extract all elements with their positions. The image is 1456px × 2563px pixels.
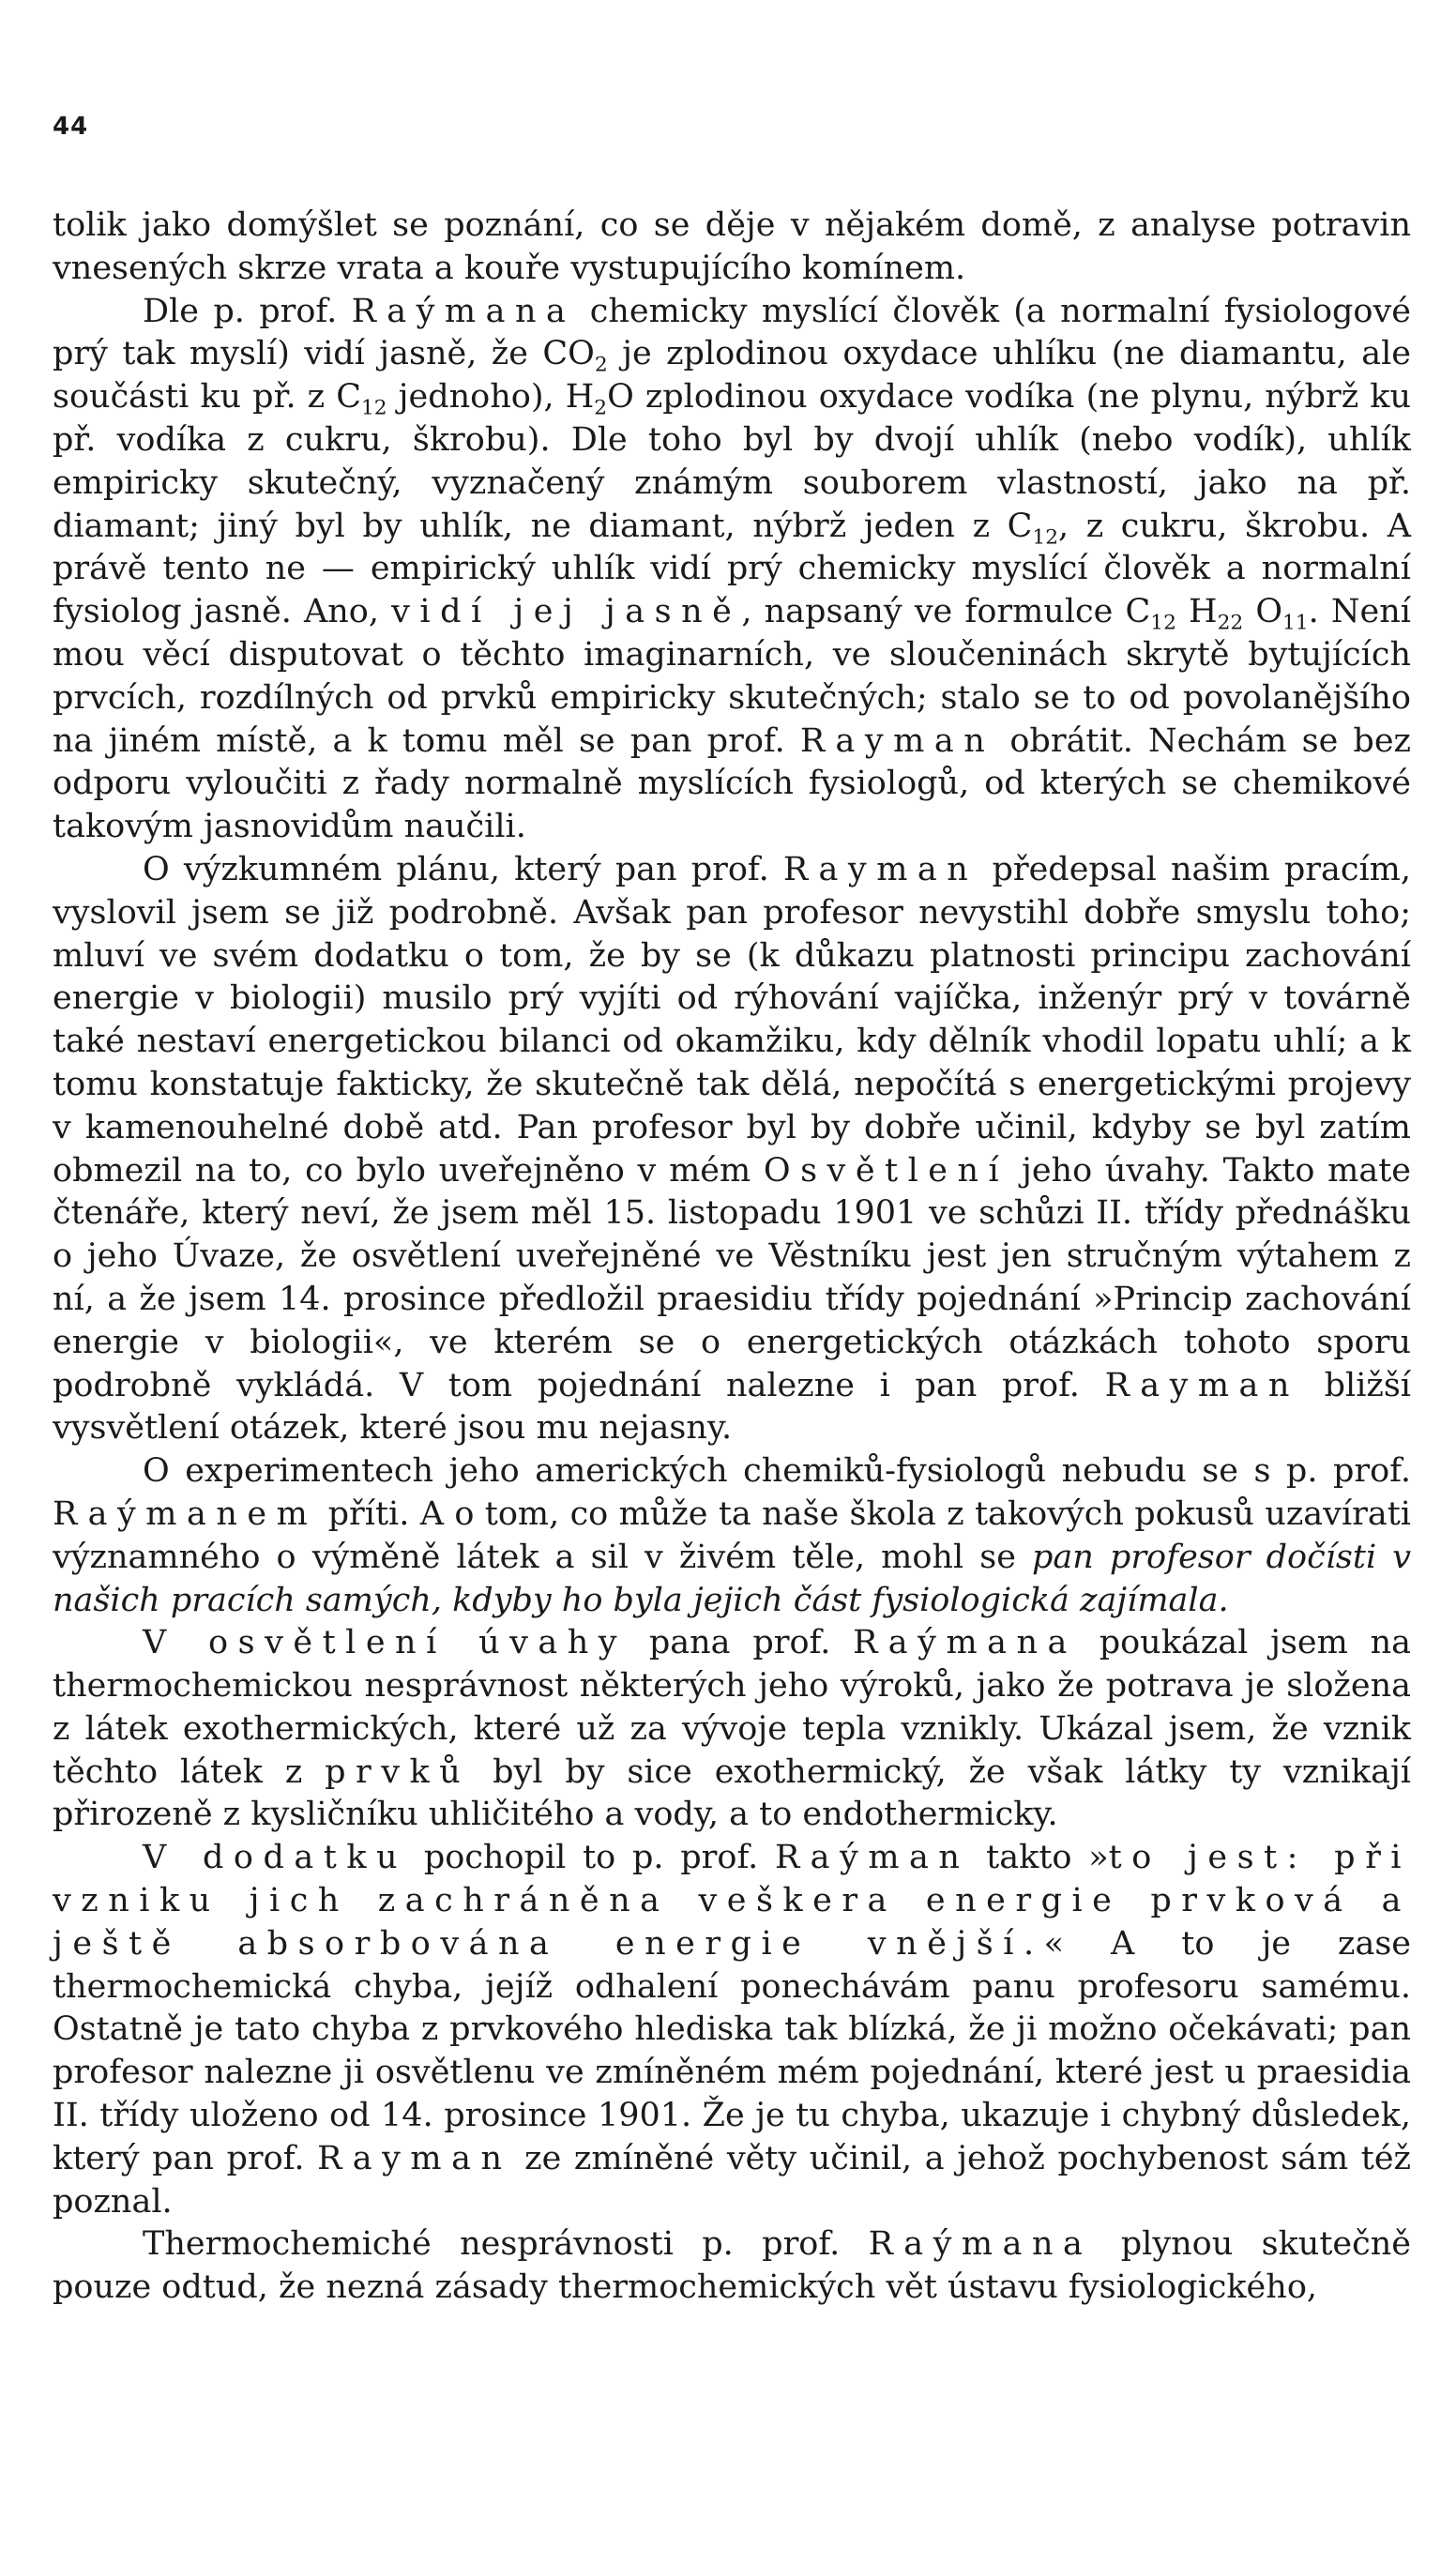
text-run: , napsaný ve formulce C bbox=[741, 593, 1151, 631]
text-run: tolik jako domýšlet se poznání, co se děje v nějakém domě, z analyse potravin vnesených skrze vrata a kouře vystupujícího komínem. bbox=[53, 206, 1411, 287]
paragraph-1 bbox=[53, 205, 1411, 291]
spaced-emphasis: vidí jej jasně bbox=[391, 593, 742, 631]
paragraph-2 bbox=[53, 291, 1411, 849]
text-run: . Není mou věcí disputovat o těchto imaginarních, ve sloučeninách skrytě bytujících prvcích, rozdílných od prvků empiricky skutečných; stalo se to od povolanějšího na jiném místě, a k tomu měl se pan prof. bbox=[53, 593, 1411, 760]
spaced-name: Raýmana bbox=[868, 2225, 1093, 2264]
spaced-emphasis: prvků bbox=[325, 1752, 471, 1791]
text-run: předepsal našim pracím, vyslovil jsem se již podrobně. Avšak pan profesor nevystihl dobře smyslu toho; mluví ve svém dodatku o tom, že by se (k důkazu platnosti principu zachování energie v biologii) musilo prý vyjíti od rýhování vajíčka, inženýr prý v továrně také nestaví energetickou bilanci od okamžiku, kdy dělník vhodil lopatu uhlí; a k tomu konstatuje fakticky, že skutečně tak dělá, nepočítá s energetickými projevy v kamenouhelné době atd. Pan profesor byl by dobře učinil, kdyby se byl zatím obmezil na to, co bylo uveřejněno v mém bbox=[53, 850, 1411, 1190]
subscript: 11 bbox=[1282, 611, 1309, 635]
text-run: takto » bbox=[969, 1839, 1109, 1877]
paragraph-5 bbox=[53, 1622, 1411, 1837]
page-number: 44 bbox=[53, 113, 89, 141]
spaced-name: Raýmana bbox=[351, 292, 576, 330]
text-run: jednoho), H bbox=[387, 378, 595, 417]
subscript: 22 bbox=[1217, 611, 1244, 635]
subscript: 2 bbox=[594, 353, 608, 377]
text-run: ze zmíněné věty učinil, a jehož pochybenost sám též poznal. bbox=[53, 2139, 1411, 2221]
text-run: obrátit. Nechám se bez odporu vyloučiti z řady normalně myslících fysiologů, od kterých se chemikové takovým jasnovidům naučili. bbox=[53, 721, 1411, 846]
body-text bbox=[53, 205, 1411, 2310]
paragraph-3 bbox=[53, 849, 1411, 1450]
spaced-name: Rayman bbox=[1104, 1366, 1299, 1404]
text-run: byl by sice exothermický, že však látky ty vznikají přirozeně z kysličníku uhličitého a vody, a to endothermicky. bbox=[53, 1752, 1411, 1834]
spaced-name: Raýman bbox=[775, 1839, 970, 1877]
text-run: pana prof. bbox=[627, 1624, 854, 1662]
text-run: O výzkumném plánu, který pan prof. bbox=[143, 850, 783, 888]
text-run: pochopil to p. prof. bbox=[407, 1839, 776, 1877]
paragraph-4 bbox=[53, 1450, 1411, 1622]
spaced-quote: to jest: při vzniku jich zachráněna veškera energie prvková a ještě absorbována energie vnější. bbox=[53, 1839, 1411, 1963]
text-run: plynou skutečně pouze odtud, že nezná zásady thermochemických vět ústavu fysiologického, bbox=[53, 2225, 1411, 2307]
spaced-name: Rayman bbox=[317, 2139, 512, 2177]
spaced-emphasis: V dodatku bbox=[143, 1839, 408, 1877]
subscript: 2 bbox=[594, 396, 608, 420]
text-run: jeho úvahy. Takto mate čtenáře, který neví, že jsem měl 15. listopadu 1901 ve schůzi II. třídy přednášku o jeho Úvaze, že osvětlení uveřejněné ve Věstníku jest jen stručným výtahem z ní, a že jsem 14. prosince předložil praesidiu třídy pojednání »Princip zachování energie v biologii«, ve kterém se o energetických otázkách tohoto sporu podrobně vykládá. V tom pojednání nalezne i pan prof. bbox=[53, 1151, 1411, 1404]
text-run: O bbox=[1243, 593, 1283, 631]
spaced-name: Raýmanem bbox=[53, 1494, 318, 1533]
subscript: 12 bbox=[360, 396, 387, 420]
text-run: H bbox=[1175, 593, 1218, 631]
spaced-name: Rayman bbox=[799, 721, 995, 760]
text-run: Thermochemiché nesprávnosti p. prof. bbox=[143, 2225, 869, 2264]
text-run: O experimentech jeho amerických chemiků-fysiologů nebudu se s p. prof. bbox=[143, 1452, 1411, 1491]
text-run: Dle p. prof. bbox=[143, 292, 352, 330]
subscript: 12 bbox=[1150, 611, 1176, 635]
paragraph-6 bbox=[53, 1837, 1411, 2223]
spaced-name: Raýmana bbox=[853, 1624, 1077, 1662]
text-run: je zplodinou oxydace uhlíku (ne diamantu, ale součásti ku př. z C bbox=[53, 335, 1411, 417]
text-run: bližší vysvětlení otázek, které jsou mu nejasny. bbox=[53, 1366, 1411, 1448]
text-run: , z cukru, škrobu. A právě tento ne — empirický uhlík vidí prý chemicky myslící člověk a normalní fysiolog jasně. Ano, bbox=[53, 507, 1411, 631]
subscript: 12 bbox=[1032, 525, 1058, 550]
italic-emphasis: pan profesor dočísti v našich pracích samých, kdyby ho byla jejich část fysiologická zajímala. bbox=[53, 1538, 1411, 1619]
text-run: příti. A o tom, co může ta naše škola z takových pokusů uzavírati významného o výměně látek a sil v živém těle, mohl se bbox=[53, 1494, 1411, 1576]
paragraph-7 bbox=[53, 2223, 1411, 2310]
text-run: « A to je zase thermochemická chyba, jejíž odhalení ponechávám panu profesoru samému. Ostatně je tato chyba z prvkového hlediska tak blízká, že ji možno očekávati; pan profesor nalezne ji osvětlenu ve zmíněném mém pojednání, které jest u praesidia II. třídy uloženo od 14. prosince 1901. Že je tu chyba, ukazuje i chybný důsledek, který pan prof. bbox=[53, 1924, 1411, 2177]
text-run: O zplodinou oxydace vodíka (ne plynu, nýbrž ku př. vodíka z cukru, škrobu). Dle toho byl by dvojí uhlík (nebo vodík), uhlík empiricky skutečný, vyznačený známým souborem vlastností, jako na př. diamant; jiný byl by uhlík, ne diamant, nýbrž jeden z C bbox=[53, 378, 1411, 545]
text-run: chemicky myslící člověk (a normalní fysiologové prý tak myslí) vidí jasně, že CO bbox=[53, 292, 1411, 373]
spaced-emphasis: V osvětlení úvahy bbox=[143, 1624, 628, 1662]
spaced-name: Rayman bbox=[782, 850, 978, 888]
text-run: poukázal jsem na thermochemickou nesprávnost některých jeho výroků, jako že potrava je složena z látek exothermických, které už za vývoje tepla vznikly. Ukázal jsem, že vznik těchto látek z bbox=[53, 1624, 1411, 1791]
spaced-emphasis: Osvětlení bbox=[763, 1151, 1009, 1190]
